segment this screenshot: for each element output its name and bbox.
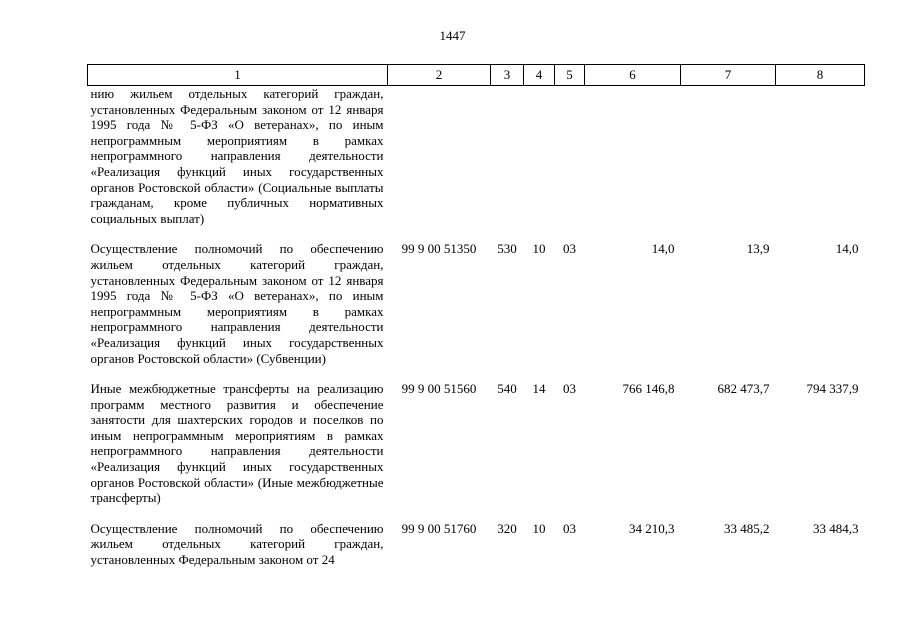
row-description: Иные межбюджетные трансферты на реализацию программ местного развития и обеспечение занятости для шахтерских городов и поселков по иным непрограммным мероприятиям в рамках непрограммного направления деятельности «Реализация функций иных государственных органов Ростовской области» (Иные межбюджетные трансферты) (90, 381, 384, 506)
row-c5: 03 (563, 241, 576, 257)
row-c5: 03 (563, 381, 576, 397)
table-row (88, 519, 865, 581)
row-c3 (491, 86, 524, 240)
row-c7 (681, 86, 776, 240)
table-header-row (88, 65, 865, 86)
row-c4: 14 (532, 381, 546, 397)
column-header: 2 (388, 65, 491, 86)
row-c6: 14,0 (651, 241, 675, 257)
column-header: 5 (555, 65, 585, 86)
row-description: Осуществление полномочий по обеспечению жильем отдельных категорий граждан, установленных Федеральным законом от 12 января 1995 года № 5-ФЗ «О ветеранах», по иным непрограммным мероприятиям в рамках непрограммного направления деятельности «Реализация функций иных государственных органов Ростовской области» (Субвенции) (90, 241, 384, 366)
row-c3: 320 (497, 520, 517, 536)
row-c4: 10 (532, 241, 546, 257)
row-code (388, 86, 491, 240)
row-c3: 540 (497, 381, 517, 397)
column-header: 7 (681, 65, 776, 86)
row-c5 (555, 86, 585, 240)
row-code: 99 9 00 51350 (401, 241, 477, 257)
budget-table (87, 64, 865, 581)
column-header: 8 (776, 65, 865, 86)
row-c3: 530 (497, 241, 517, 257)
row-code: 99 9 00 51560 (401, 381, 477, 397)
page-number: 1447 (439, 28, 466, 43)
row-c7: 13,9 (746, 241, 770, 257)
row-c8: 33 484,3 (813, 520, 859, 536)
row-c4 (524, 86, 555, 240)
column-header: 1 (88, 65, 388, 86)
row-c4: 10 (532, 520, 546, 536)
column-header: 3 (491, 65, 524, 86)
table-row (88, 86, 865, 240)
row-c8: 794 337,9 (806, 381, 859, 397)
table-row (88, 379, 865, 519)
row-c6: 766 146,8 (622, 381, 675, 397)
row-c8: 14,0 (835, 241, 859, 257)
table-row (88, 239, 865, 379)
row-c6: 34 210,3 (629, 520, 675, 536)
row-description: Осуществление полномочий по обеспечению жильем отдельных категорий граждан, установленных Федеральным законом от 24 (90, 520, 384, 568)
row-c6 (585, 86, 681, 240)
row-c7: 682 473,7 (717, 381, 770, 397)
row-c5: 03 (563, 520, 576, 536)
row-code: 99 9 00 51760 (401, 520, 477, 536)
row-c8 (776, 86, 865, 240)
row-c7: 33 485,2 (724, 520, 770, 536)
column-header: 6 (585, 65, 681, 86)
column-header: 4 (524, 65, 555, 86)
row-description: нию жильем отдельных категорий граждан, установленных Федеральным законом от 12 января 1995 года № 5-ФЗ «О ветеранах», по иным непрограммным мероприятиям в рамках непрограммного направления деятельности «Реализация функций иных государственных органов Ростовской области» (Социальные выплаты гражданам, кроме публичных нормативных социальных выплат) (90, 86, 384, 226)
